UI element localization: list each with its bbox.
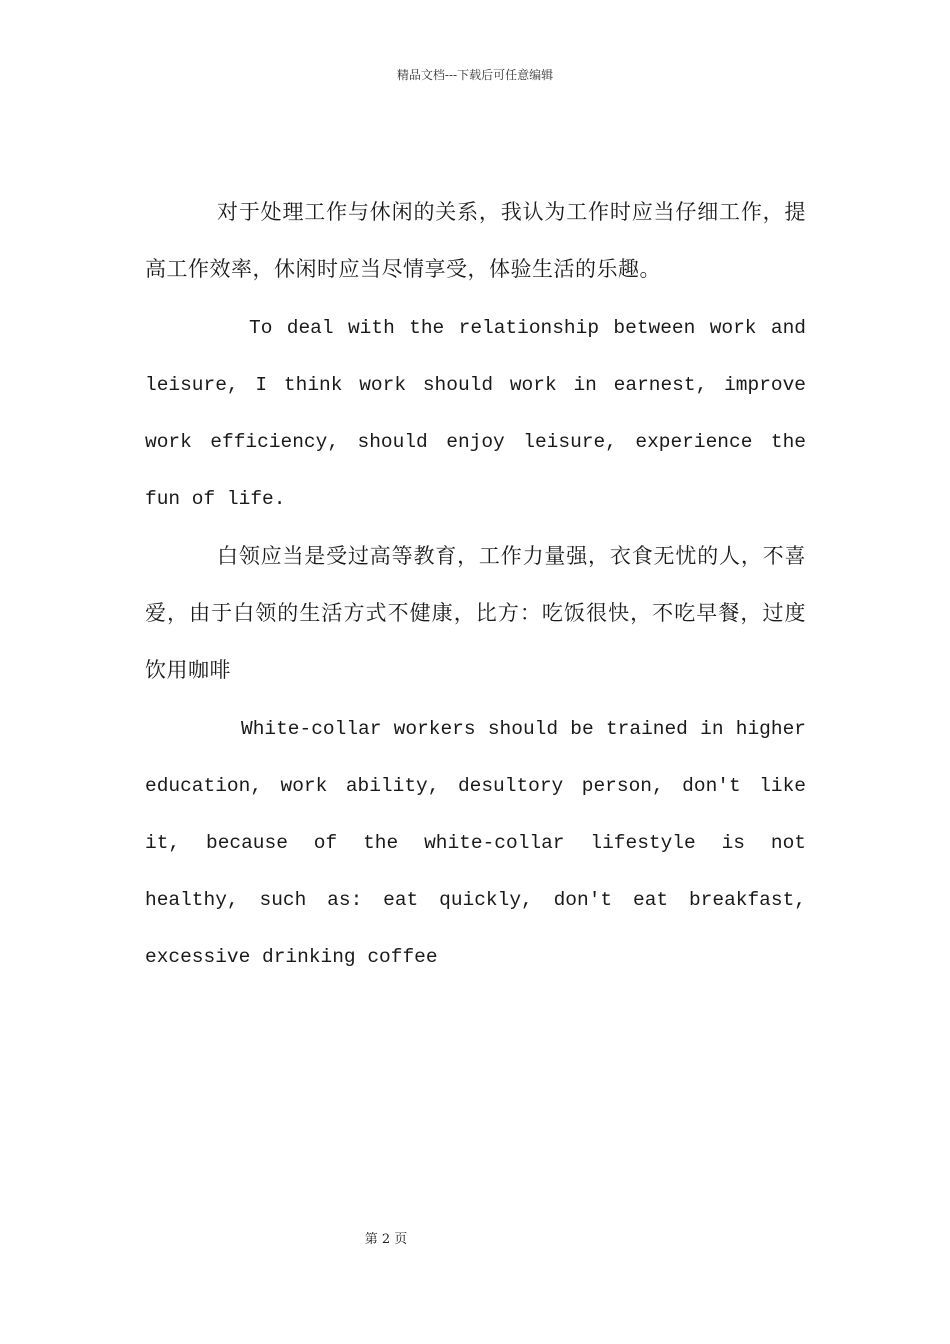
document-body [145,184,806,986]
page-number: 第 2 页 [364,1232,408,1247]
page-header: 精品文档---下载后可任意编辑 [396,68,554,82]
paragraph-zh-work-leisure: 对于处理工作与休闲的关系，我认为工作时应当仔细工作，提高工作效率，休闲时应当尽情享受，体验生活的乐趣。 [145,200,806,281]
paragraph-zh-white-collar: 白领应当是受过高等教育，工作力量强，衣食无忧的人，不喜爱，由于白领的生活方式不健康，比方：吃饭很快，不吃早餐，过度饮用咖啡 [145,544,806,682]
paragraph-en-work-leisure: To deal with the relationship between work and leisure, I think work should work in earnest, improve work efficiency, should enjoy leisure, experience the fun of life. [145,317,806,510]
paragraph-en-white-collar: White-collar workers should be trained in higher education, work ability, desultory person, don't like it, because of the white-collar lifestyle is not healthy, such as: eat quickly, don't eat breakfast, excessive drinking coffee [145,718,806,968]
